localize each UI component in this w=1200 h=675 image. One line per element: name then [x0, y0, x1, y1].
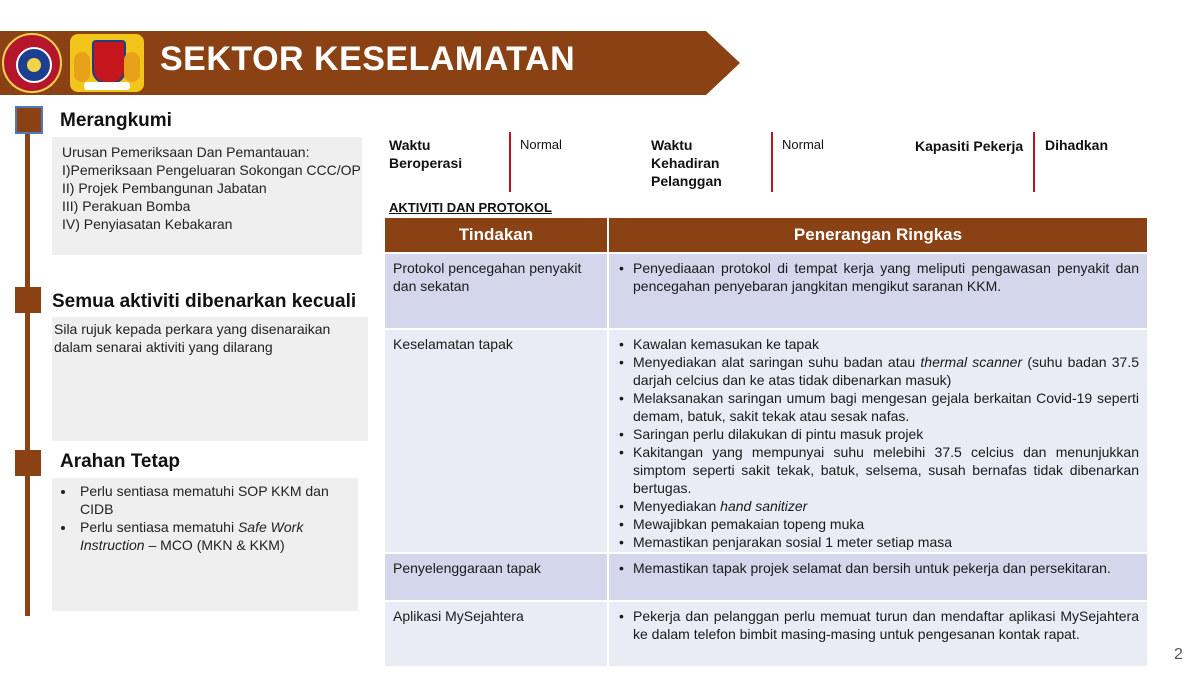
- section-label: AKTIVITI DAN PROTOKOL: [389, 200, 552, 215]
- waktu-beroperasi-label: Waktu Beroperasi: [389, 137, 463, 171]
- merangkumi-line: II) Projek Pembangunan Jabatan: [62, 180, 267, 196]
- merangkumi-line: IV) Penyiasatan Kebakaran: [62, 216, 233, 232]
- penerangan-item: • Saringan perlu dilakukan di pintu masuk projek: [633, 425, 1139, 443]
- page-title: SEKTOR KESELAMATAN: [160, 40, 576, 78]
- separator: [509, 132, 511, 192]
- column-header: Penerangan Ringkas: [608, 218, 1147, 253]
- merangkumi-box: [52, 137, 362, 255]
- penerangan-item: • Memastikan penjarakan sosial 1 meter setiap masa: [633, 533, 1139, 551]
- tindakan-cell: Keselamatan tapak: [385, 329, 608, 553]
- penerangan-cell: [608, 601, 1147, 666]
- tindakan-cell: Aplikasi MySejahtera: [385, 601, 608, 666]
- merangkumi-line: I)Pemeriksaan Pengeluaran Sokongan CCC/OP: [62, 162, 361, 178]
- penerangan-item: • Penyediaaan protokol di tempat kerja yang meliputi pengawasan penyakit dan pencegahan penyebaran jangkitan mengikut saranan KKM.: [633, 259, 1139, 295]
- penerangan-cell: [608, 553, 1147, 601]
- separator: [1033, 132, 1035, 192]
- column-header: Tindakan: [385, 218, 608, 253]
- table-row: [385, 253, 1147, 329]
- timeline-marker: [15, 106, 43, 134]
- mkn-logo: [2, 33, 62, 93]
- penerangan-cell: [608, 329, 1147, 553]
- penerangan-item: • Menyediakan alat saringan suhu badan atau thermal scanner (suhu badan 37.5 darjah celcius dan ke atas tidak dibenarkan masuk): [633, 353, 1139, 389]
- semua-aktiviti-box: [52, 317, 368, 441]
- arahan-tetap-box: [52, 478, 358, 611]
- merangkumi-heading: Merangkumi: [60, 110, 172, 131]
- tindakan-cell: Protokol pencegahan penyakit dan sekatan: [385, 253, 608, 329]
- penerangan-item: • Menyediakan hand sanitizer: [633, 497, 1139, 515]
- semua-aktiviti-text: Sila rujuk kepada perkara yang disenaraikan dalam senarai aktiviti yang dilarang: [54, 321, 331, 355]
- protocol-table: [385, 218, 1147, 666]
- penerangan-item: • Kawalan kemasukan ke tapak: [633, 335, 1139, 353]
- page-number: 2: [1174, 646, 1183, 663]
- penerangan-item: • Pekerja dan pelanggan perlu memuat turun dan mendaftar aplikasi MySejahtera ke dalam telefon bimbit masing-masing untuk pengesanan kontak rapat.: [633, 607, 1139, 643]
- timeline-marker: [15, 450, 41, 476]
- merangkumi-line: Urusan Pemeriksaan Dan Pemantauan:: [62, 144, 310, 160]
- merangkumi-line: III) Perakuan Bomba: [62, 198, 191, 214]
- table-row: [385, 553, 1147, 601]
- arahan-tetap-heading: Arahan Tetap: [60, 451, 181, 472]
- waktu-kehadiran-label: Waktu Kehadiran Pelanggan: [651, 137, 722, 189]
- penerangan-item: • Kakitangan yang mempunyai suhu melebihi 37.5 celcius dan menunjukkan simptom seperti sakit tekak, batuk, selsema, susah bernafas tidak dibenarkan bertugas.: [633, 443, 1139, 497]
- penerangan-item: • Memastikan tapak projek selamat dan bersih untuk pekerja dan persekitaran.: [633, 559, 1139, 577]
- arahan-item: • Perlu sentiasa mematuhi Safe Work Instruction – MCO (MKN & KKM): [76, 518, 352, 554]
- table-row: [385, 329, 1147, 553]
- arahan-item: • Perlu sentiasa mematuhi SOP KKM dan CIDB: [76, 482, 352, 518]
- semua-aktiviti-heading: Semua aktiviti dibenarkan kecuali: [52, 291, 357, 312]
- malaysia-coat-of-arms-logo: [70, 34, 144, 92]
- separator: [771, 132, 773, 192]
- waktu-beroperasi-value: Normal: [520, 137, 562, 152]
- timeline-line: [25, 120, 30, 616]
- timeline-marker: [15, 287, 41, 313]
- kapasiti-pekerja-label: Kapasiti Pekerja: [915, 138, 1024, 154]
- waktu-kehadiran-value: Normal: [782, 137, 824, 152]
- penerangan-item: • Melaksanakan saringan umum bagi mengesan gejala berkaitan Covid-19 seperti demam, batuk, sakit tekak atau sesak nafas.: [633, 389, 1139, 425]
- tindakan-cell: Penyelenggaraan tapak: [385, 553, 608, 601]
- kapasiti-pekerja-value: Dihadkan: [1045, 137, 1109, 153]
- penerangan-item: • Mewajibkan pemakaian topeng muka: [633, 515, 1139, 533]
- table-row: [385, 601, 1147, 666]
- penerangan-cell: [608, 253, 1147, 329]
